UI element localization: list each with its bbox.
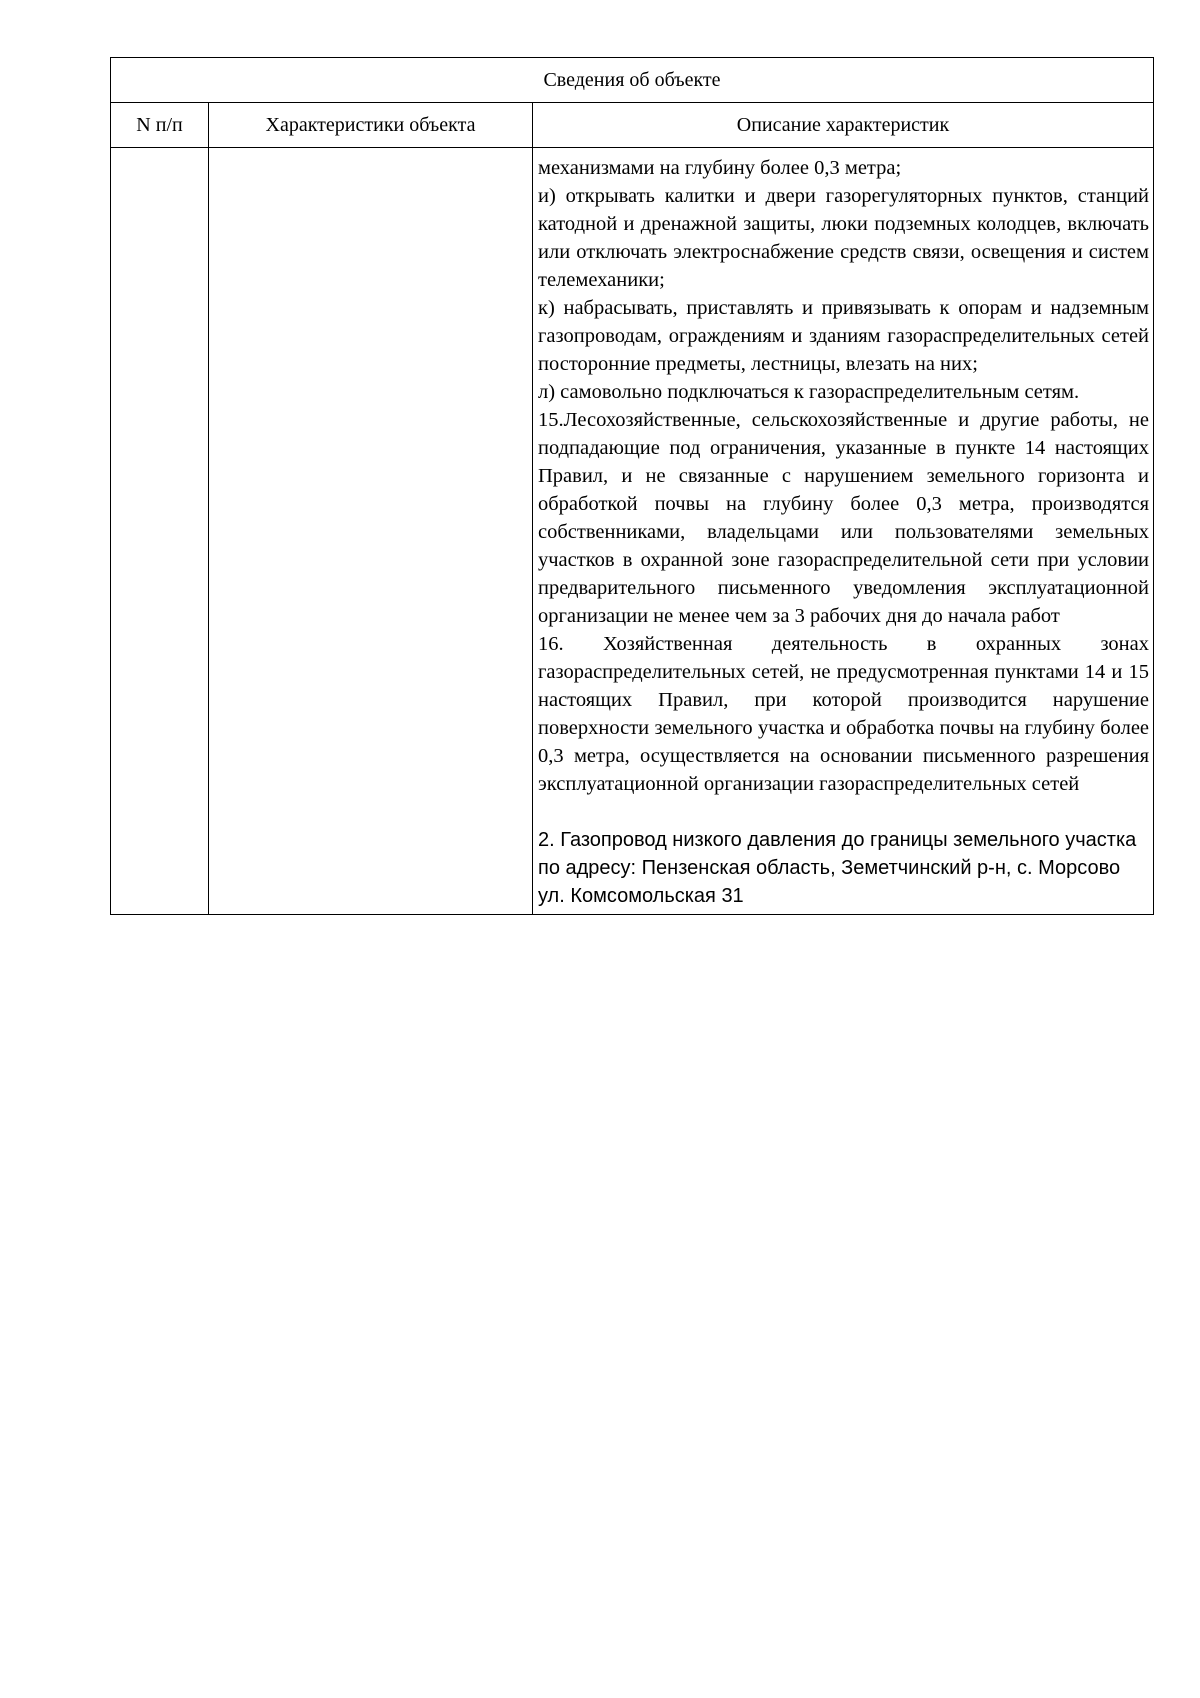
description-paragraph: к) набрасывать, приставлять и привязывать к опорам и надземным газопроводам, ограждениям и зданиям газораспределительных сетей посторонние предметы, лестницы, влезать на них; (538, 297, 1150, 375)
description-paragraph: 16. Хозяйственная деятельность в охранных зонах газораспределительных сетей, не предусмотренная пунктами 14 и 15 настоящих Правил, при которой производится нарушение поверхности земельного участка и обработка почвы на глубину более 0,3 метра, осуществляется на основании письменного разрешения эксплуатационной организации газораспределительных сетей (538, 633, 1150, 795)
table-title: Сведения об объекте (111, 58, 1154, 103)
cell-description (533, 148, 1154, 915)
object-info-table (110, 57, 1154, 915)
header-number: N п/п (111, 103, 209, 148)
description-paragraph: 15.Лесохозяйственные, сельскохозяйственные и другие работы, не подпадающие под ограничения, указанные в пункте 14 настоящих Правил, и не связанные с нарушением земельного горизонта и обработкой почвы на глубину более 0,3 метра, производятся собственниками, владельцами или пользователями земельных участков в охранной зоне газораспределительной сети при условии предварительного письменного уведомления эксплуатационной организации не менее чем за 3 рабочих дня до начала работ (538, 409, 1150, 627)
cell-characteristics (209, 148, 533, 915)
description-paragraph: и) открывать калитки и двери газорегуляторных пунктов, станций катодной и дренажной защиты, люки подземных колодцев, включать или отключать электроснабжение средств связи, освещения и систем телемеханики; (538, 185, 1150, 291)
table-header-row (111, 103, 1154, 148)
header-description: Описание характеристик (533, 103, 1154, 148)
table-row (111, 148, 1154, 915)
header-characteristics: Характеристики объекта (209, 103, 533, 148)
cell-number (111, 148, 209, 915)
table-title-row (111, 58, 1154, 103)
description-text (538, 154, 1149, 910)
object-address: 2. Газопровод низкого давления до границы земельного участка по адресу: Пензенская область, Земетчинский р-н, с. Морсово ул. Комсомольская 31 (538, 829, 1137, 907)
paragraph-spacer (538, 798, 1149, 826)
description-paragraph: механизмами на глубину более 0,3 метра; (538, 157, 902, 179)
description-paragraph: л) самовольно подключаться к газораспределительным сетям. (538, 381, 1080, 403)
